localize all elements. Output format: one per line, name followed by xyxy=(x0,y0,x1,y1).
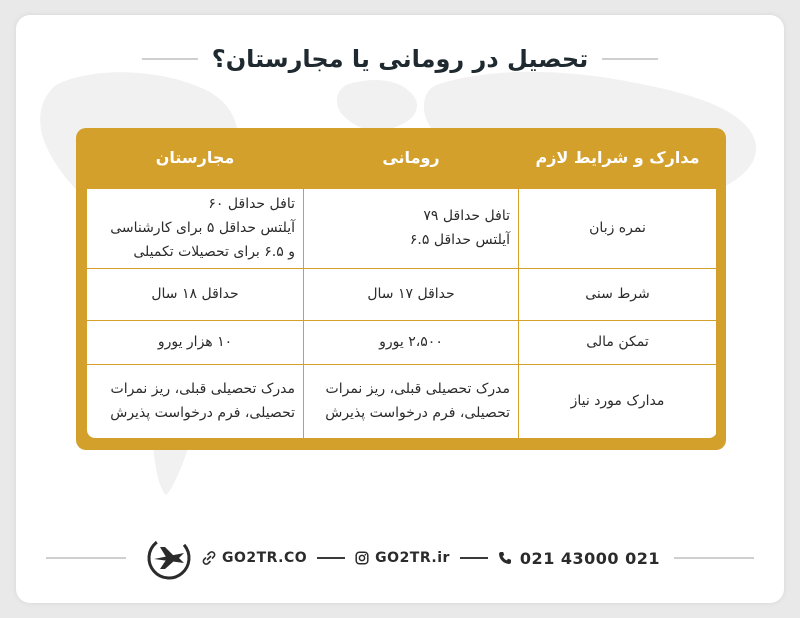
cell-line: آیلتس حداقل ۶.۵ xyxy=(409,232,510,248)
cell-line: تافل حداقل ۶۰ xyxy=(208,196,295,212)
phone-icon xyxy=(498,551,512,565)
header-romania: رومانی xyxy=(382,148,440,168)
table-header-row xyxy=(87,128,717,188)
instagram-text: GO2TR.ir xyxy=(375,550,450,566)
title-row xyxy=(16,41,784,77)
cell-line: تحصیلی، فرم درخواست پذیرش xyxy=(325,405,510,421)
link-icon xyxy=(202,551,216,565)
cell-line: تافل حداقل ۷۹ xyxy=(423,208,510,224)
row-label-documents: مدارک مورد نیاز xyxy=(519,364,717,438)
table-row xyxy=(87,320,717,364)
header-requirements: مدارک و شرایط لازم xyxy=(535,148,700,168)
phone-link[interactable] xyxy=(498,549,660,568)
title-divider-right xyxy=(602,58,658,60)
cell-line: حداقل ۱۸ سال xyxy=(151,286,239,302)
footer-separator xyxy=(317,557,345,559)
cell-line: ۲،۵۰۰ یورو xyxy=(379,334,443,350)
page-title: تحصیل در رومانی یا مجارستان؟ xyxy=(211,45,589,73)
cell-hungary-finance xyxy=(87,320,304,364)
website-text: GO2TR.CO xyxy=(221,550,308,566)
website-link[interactable] xyxy=(202,550,307,566)
cell-romania-language xyxy=(304,188,519,268)
cell-line: و ۶.۵ برای تحصیلات تکمیلی xyxy=(133,244,295,260)
cell-romania-documents xyxy=(304,364,519,438)
footer-divider-left xyxy=(46,557,126,559)
header-hungary: مجارستان xyxy=(155,148,235,168)
cell-line: تحصیلی، فرم درخواست پذیرش xyxy=(110,405,295,421)
row-label-language: نمره زبان xyxy=(519,188,717,268)
table-row xyxy=(87,188,717,268)
comparison-table-frame xyxy=(76,128,726,450)
cell-line: مدرک تحصیلی قبلی، ریز نمرات xyxy=(325,381,510,397)
cell-line: آیلتس حداقل ۵ برای کارشناسی xyxy=(110,220,295,236)
comparison-table xyxy=(86,128,717,439)
footer-contact-bar xyxy=(16,543,784,573)
title-divider-left xyxy=(142,58,198,60)
cell-hungary-age xyxy=(87,268,304,320)
cell-romania-finance xyxy=(304,320,519,364)
cell-line: حداقل ۱۷ سال xyxy=(367,286,455,302)
instagram-link[interactable] xyxy=(355,550,450,566)
infographic-card xyxy=(16,15,784,603)
table-row xyxy=(87,268,717,320)
plane-logo-icon xyxy=(146,535,192,581)
cell-hungary-documents xyxy=(87,364,304,438)
cell-line: مدرک تحصیلی قبلی، ریز نمرات xyxy=(110,381,295,397)
cell-line: ۱۰ هزار یورو xyxy=(157,334,233,350)
cell-hungary-language xyxy=(87,188,304,268)
footer-divider-right xyxy=(674,557,754,559)
row-label-finance: تمکن مالی xyxy=(519,320,717,364)
table-row xyxy=(87,364,717,438)
instagram-icon xyxy=(355,551,369,565)
footer-separator xyxy=(460,557,488,559)
row-label-age: شرط سنی xyxy=(519,268,717,320)
phone-text: 021 43000 021 xyxy=(519,548,661,568)
cell-romania-age xyxy=(304,268,519,320)
